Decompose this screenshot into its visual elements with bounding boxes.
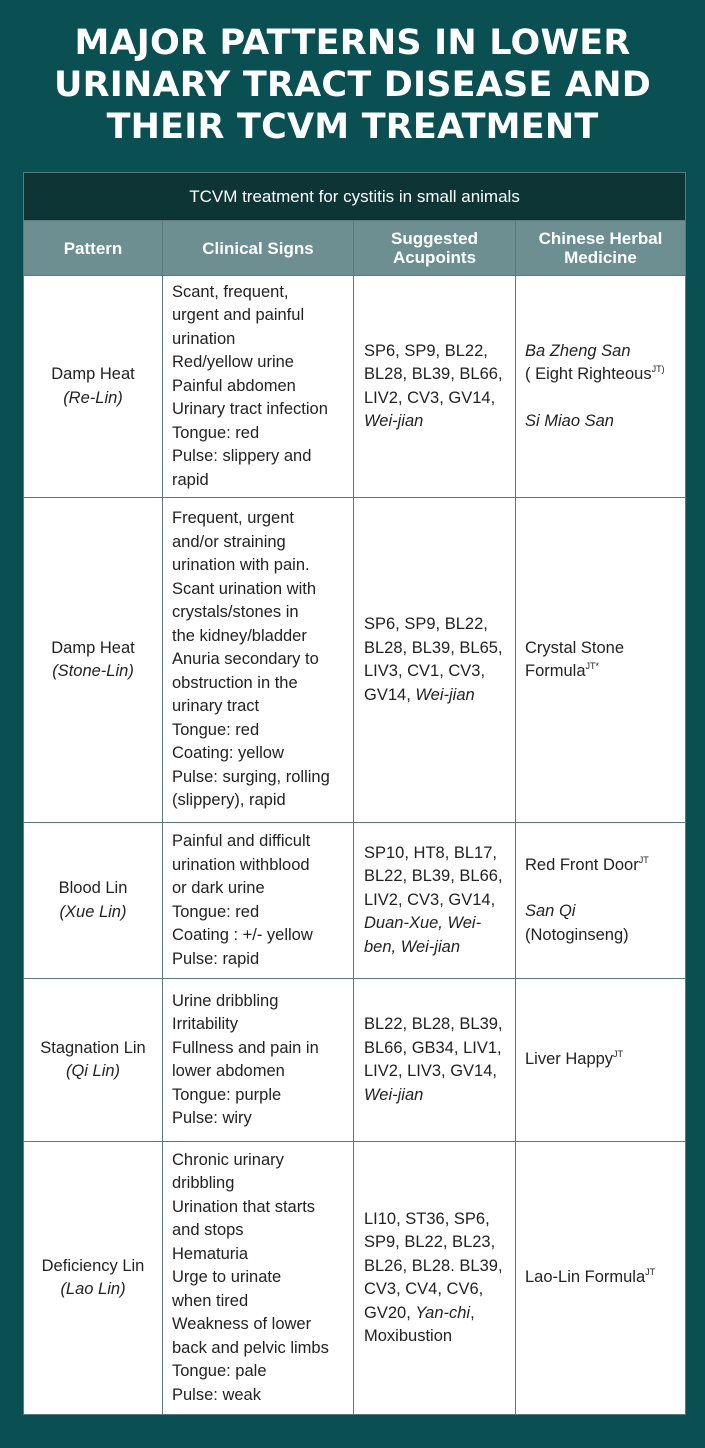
pattern-cell [24, 823, 163, 979]
sign-line: the kidney/bladder [172, 626, 307, 645]
table-caption: TCVM treatment for cystitis in small animals [24, 173, 686, 221]
sign-line: Tongue: red [172, 902, 260, 921]
sign-line: Urinary tract infection [172, 400, 328, 419]
acupoint-line: LI10, ST36, SP6, [364, 1209, 490, 1228]
herb-name: San Qi [525, 902, 576, 921]
herbal-medicine-cell [516, 1142, 686, 1415]
herb-text: Formula [525, 662, 586, 680]
sign-line: crystals/stones in [172, 603, 299, 622]
table-row [24, 979, 686, 1142]
sign-line: urgent and painful [172, 306, 305, 325]
herb-superscript: JT [645, 1267, 656, 1278]
herbal-medicine-cell [516, 979, 686, 1142]
clinical-signs-cell [163, 979, 354, 1142]
acupoint-text: GV20, [364, 1303, 416, 1322]
sign-line: Chronic urinary [172, 1150, 284, 1169]
acupoint-line: Duan-Xue, Wei- [364, 914, 482, 933]
pattern-name: Damp Heat [51, 638, 135, 657]
herb-superscript: JT [613, 1049, 624, 1060]
acupoint-line: CV3, CV4, CV6, [364, 1280, 484, 1298]
herb-superscript: JT [638, 854, 649, 865]
sign-line: urinary tract [172, 697, 260, 716]
sign-line: Scant, frequent, [172, 282, 289, 301]
sign-line: Urge to urinate [172, 1268, 282, 1287]
herb-name: (Notoginseng) [525, 925, 629, 944]
acupoint-line: ben, Wei-jian [364, 937, 460, 956]
herb-superscript: JT) [651, 364, 665, 375]
header-chinese-herbal-medicine: Chinese Herbal Medicine [516, 221, 686, 276]
herb-name: Ba Zheng San [525, 341, 631, 360]
acupoint-line [364, 1302, 515, 1326]
acupoint-line: BL28, BL39, BL65, [364, 638, 503, 657]
acupoint-text: , [470, 1303, 475, 1322]
clinical-signs-cell [163, 276, 354, 498]
title-line-2: URINARY TRACT DISEASE AND [53, 65, 651, 105]
sign-line: urination [172, 329, 236, 348]
sign-line: or dark urine [172, 879, 265, 897]
sign-line: Red/yellow urine [172, 353, 294, 372]
sign-line: Tongue: red [172, 423, 260, 442]
acupoint-line: BL66, GB34, LIV1, [364, 1038, 502, 1057]
pattern-name: Deficiency Lin [41, 1256, 145, 1275]
acupoint-line: BL22, BL28, BL39, [364, 1015, 503, 1033]
herbal-medicine-cell [516, 276, 686, 498]
table-row [24, 276, 686, 498]
sign-line: Pulse: surging, rolling [172, 767, 330, 786]
pattern-subname: (Xue Lin) [59, 902, 127, 921]
pattern-name: Blood Lin [58, 879, 128, 897]
clinical-signs-cell [163, 1142, 354, 1415]
acupoint-line: SP9, BL22, BL23, [364, 1233, 496, 1251]
sign-line: back and pelvic limbs [172, 1338, 329, 1357]
pattern-cell [24, 276, 163, 498]
table-row [24, 823, 686, 979]
header-clinical-signs: Clinical Signs [163, 221, 354, 276]
header-pattern: Pattern [24, 221, 163, 276]
sign-line: Painful abdomen [172, 376, 296, 395]
herbal-medicine-cell [516, 498, 686, 823]
acupoint-line: SP6, SP9, BL22, [364, 341, 488, 360]
acupoints-cell [354, 823, 516, 979]
herb-name: Si Miao San [525, 411, 614, 430]
sign-line: Urination that starts [172, 1197, 316, 1216]
herb-text: ( Eight Righteous [525, 365, 652, 384]
sign-line: Pulse: rapid [172, 949, 260, 968]
acupoint-line: SP10, HT8, BL17, [364, 843, 497, 862]
pattern-subname: (Re-Lin) [63, 388, 123, 407]
title-line-1: MAJOR PATTERNS IN LOWER [74, 23, 631, 63]
sign-line: Tongue: purple [172, 1085, 282, 1104]
acupoint-line: Wei-jian [364, 1085, 424, 1104]
page-title [0, 22, 705, 148]
sign-line: Tongue: pale [172, 1362, 267, 1381]
tcvm-treatment-table [23, 172, 686, 1415]
acupoints-cell [354, 276, 516, 498]
pattern-cell [24, 498, 163, 823]
header-suggested-acupoints: Suggested Acupoints [354, 221, 516, 276]
pattern-subname: (Lao Lin) [60, 1280, 126, 1298]
sign-line: Frequent, urgent [172, 509, 294, 528]
sign-line: urination with pain. [172, 556, 310, 575]
pattern-name: Stagnation Lin [40, 1038, 146, 1057]
acupoints-cell [354, 498, 516, 823]
herb-name [525, 854, 685, 878]
sign-line: Pulse: wiry [172, 1109, 252, 1127]
sign-line: Scant urination with [172, 579, 316, 598]
acupoints-cell [354, 979, 516, 1142]
acupoint-line: LIV3, CV1, CV3, [364, 662, 486, 680]
clinical-signs-cell [163, 498, 354, 823]
sign-line: urination withblood [172, 855, 310, 874]
acupoint-text: GV14, [364, 685, 416, 704]
sign-line: rapid [172, 470, 209, 489]
pattern-subname: (Stone-Lin) [52, 662, 134, 680]
acupoint-line: LIV2, LIV3, GV14, [364, 1062, 497, 1080]
sign-line: Coating : +/- yellow [172, 926, 313, 944]
herb-superscript: JT* [585, 661, 600, 671]
acupoint-line: Wei-jian [364, 412, 424, 430]
sign-line: and/or straining [172, 532, 286, 551]
sign-line: Anuria secondary to [172, 650, 319, 669]
sign-line: Fullness and pain in [172, 1038, 319, 1057]
acupoint-line [364, 684, 515, 708]
acupoint-line: SP6, SP9, BL22, [364, 615, 488, 633]
acupoints-cell [354, 1142, 516, 1415]
title-line-3: THEIR TCVM TREATMENT [106, 107, 599, 147]
sign-line: dribbling [172, 1174, 235, 1193]
sign-line: Tongue: red [172, 720, 260, 739]
sign-line: Pulse: slippery and [172, 447, 312, 466]
sign-line: Coating: yellow [172, 744, 284, 763]
herbal-medicine-cell [516, 823, 686, 979]
acupoint-line: LIV2, CV3, GV14, [364, 388, 496, 407]
acupoint-line: BL26, BL28. BL39, [364, 1256, 503, 1275]
herb-name [525, 660, 685, 684]
acupoint-line: Moxibustion [364, 1327, 453, 1345]
pattern-name: Damp Heat [51, 365, 135, 383]
sign-line: and stops [172, 1221, 244, 1240]
herb-text: Red Front Door [525, 855, 639, 874]
sign-line: Painful and difficult [172, 832, 311, 850]
acupoint-line: LIV2, CV3, GV14, [364, 890, 496, 909]
acupoint-line: BL22, BL39, BL66, [364, 867, 503, 886]
sign-line: Urine dribbling [172, 991, 279, 1010]
sign-line: when tired [172, 1291, 249, 1310]
sign-line: obstruction in the [172, 673, 298, 692]
herb-name [525, 1048, 685, 1072]
herb-name [525, 363, 685, 387]
pattern-cell [24, 979, 163, 1142]
sign-line: Pulse: weak [172, 1385, 261, 1404]
acupoint-text: Yan-chi [415, 1303, 471, 1322]
sign-line: Hematuria [172, 1244, 249, 1263]
herb-name [525, 1266, 685, 1290]
acupoint-line: BL28, BL39, BL66, [364, 365, 503, 383]
herb-text: Liver Happy [525, 1050, 614, 1069]
table-row [24, 498, 686, 823]
sign-line: lower abdomen [172, 1062, 285, 1080]
sign-line: Irritability [172, 1015, 239, 1033]
herb-text: Lao-Lin Formula [525, 1268, 646, 1287]
table-row [24, 1142, 686, 1415]
herb-name: Crystal Stone [525, 638, 625, 657]
acupoint-text: Wei-jian [415, 685, 475, 704]
pattern-subname: (Qi Lin) [65, 1062, 121, 1080]
sign-line: (slippery), rapid [172, 791, 286, 810]
clinical-signs-cell [163, 823, 354, 979]
sign-line: Weakness of lower [172, 1315, 312, 1334]
pattern-cell [24, 1142, 163, 1415]
